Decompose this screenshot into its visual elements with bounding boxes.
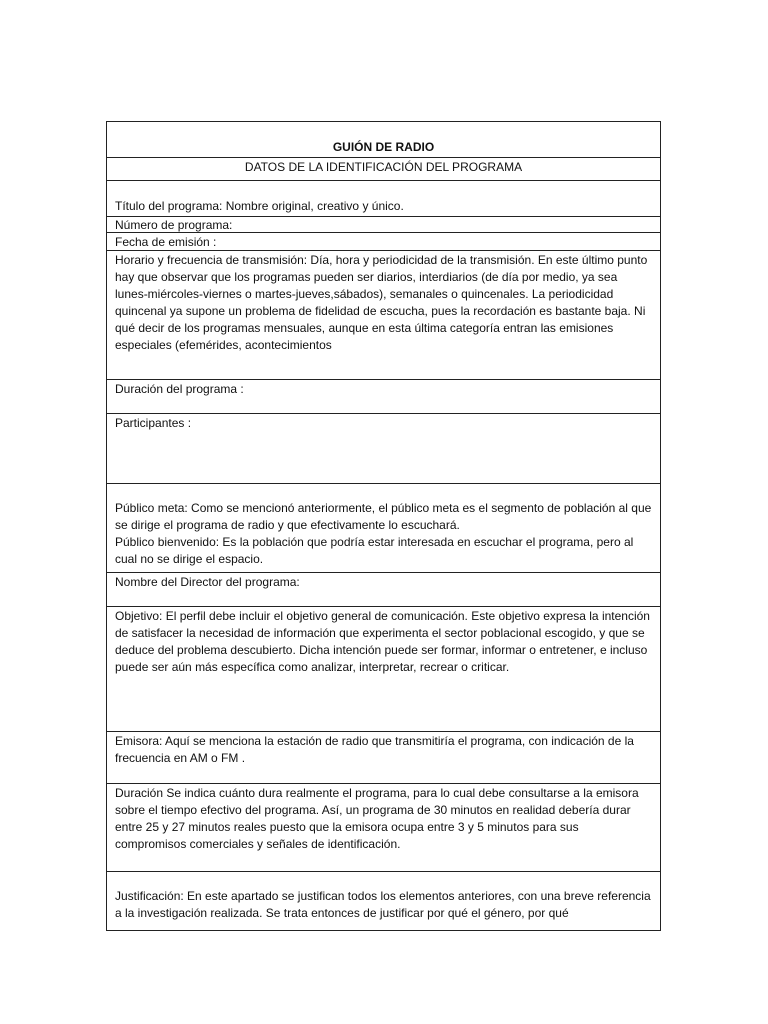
justification-field: Justificación: En este apartado se justifican todos los elementos anteriores, con una breve referencia a la investigación realizada. Se trata entonces de justificar por qué el género, por qué — [107, 871, 660, 930]
program-number-field: Número de programa: — [107, 216, 660, 232]
form-title: GUIÓN DE RADIO — [332, 140, 435, 154]
schedule-frequency-field: Horario y frecuencia de transmisión: Día, hora y periodicidad de la transmisión. En este último punto hay que observar que los programas pueden ser diarios, interdiarios (de día por medio, ya sea lunes-miércoles-viernes o martes-jueves,sábados), semanales o quincenales. La periodicidad quincenal ya supone un problema de fidelidad de escucha, pues la recordación es bastante baja. Ni qué decir de los programas mensuales, aunque en esta última categoría entran las emisiones especiales (efemérides, acontecimientos — [107, 250, 660, 379]
broadcast-date-field: Fecha de emisión : — [107, 232, 660, 250]
participants-field: Participantes : — [107, 413, 660, 483]
duration-description-field: Duración Se indica cuánto dura realmente el programa, para lo cual debe consultarse a la emisora sobre el tiempo efectivo del programa. Así, un programa de 30 minutos en realidad debería durar entre 25 y 27 minutos reales puesto que la emisora ocupa entre 3 y 5 minutos para sus compromisos comerciales y señales de identificación. — [107, 783, 660, 871]
program-duration-field: Duración del programa : — [107, 379, 660, 413]
welcome-audience-text: Público bienvenido: Es la población que podría estar interesada en escuchar el programa, pero al cual no se dirige el espacio. — [115, 535, 634, 566]
director-field: Nombre del Director del programa: — [107, 572, 660, 606]
station-field: Emisora: Aquí se menciona la estación de radio que transmitiría el programa, con indicación de la frecuencia en AM o FM . — [107, 731, 660, 783]
program-title-field: Título del programa: Nombre original, creativo y único. — [107, 180, 660, 216]
radio-script-form — [106, 121, 661, 931]
target-audience-text: Público meta: Como se mencionó anteriormente, el público meta es el segmento de población al que se dirige el programa de radio y que efectivamente lo escuchará. — [115, 501, 652, 532]
objective-field: Objetivo: El perfil debe incluir el objetivo general de comunicación. Este objetivo expresa la intención de satisfacer la necesidad de información que experimenta el sector poblacional escogido, y que se deduce del problema descubierto. Dicha intención puede ser formar, informar o entretener, e incluso puede ser aún más específica como analizar, interpretar, recrear o criticar. — [107, 606, 660, 731]
audience-field — [107, 483, 660, 572]
form-subtitle: DATOS DE LA IDENTIFICACIÓN DEL PROGRAMA — [107, 157, 660, 180]
